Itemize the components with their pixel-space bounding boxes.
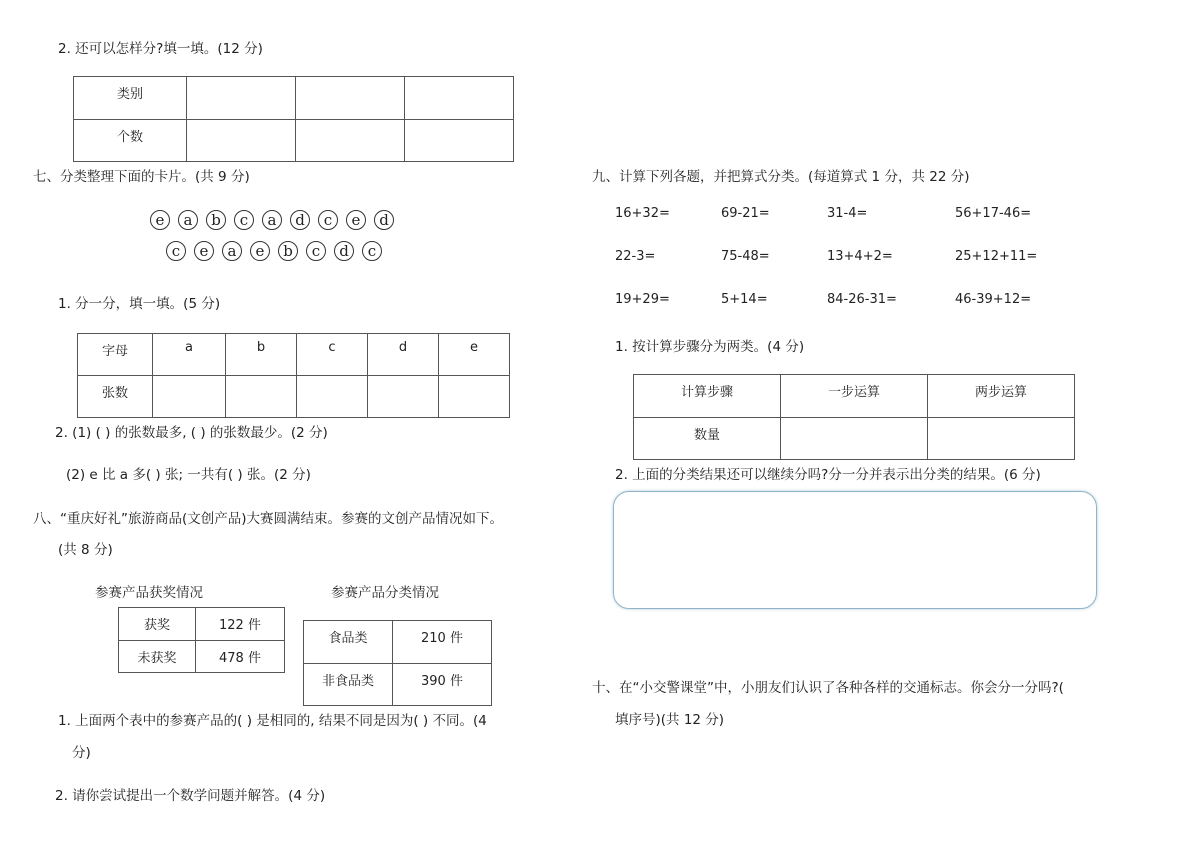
table-cell[interactable] [781,418,928,460]
sec8-title-cont: (共 8 分) [58,542,113,558]
letter-card: c [318,210,338,230]
letter-card: d [334,241,354,261]
sec9-header-one-step: 一步运算 [781,375,928,418]
sec7-title: 七、分类整理下面的卡片。(共 9 分) [33,169,250,185]
letter-card: b [278,241,298,261]
letter-card: b [206,210,226,230]
sec7-q2b: (2) e 比 a 多( ) 张; 一共有( ) 张。(2 分) [66,467,311,483]
letter-card: e [346,210,366,230]
sec6-q2: 2. 还可以怎样分?填一填。(12 分) [58,41,263,57]
calc-expression: 19+29= [615,292,670,307]
table-cell[interactable] [368,376,439,418]
table-cell[interactable] [296,120,405,162]
letter-card: c [234,210,254,230]
table-cell[interactable] [297,376,368,418]
sec6-table [73,76,514,162]
sec9-header-two-step: 两步运算 [928,375,1075,418]
letter-card: c [362,241,382,261]
table-cell[interactable] [296,77,405,120]
calc-expression: 16+32= [615,206,670,221]
sec9-q1: 1. 按计算步骤分为两类。(4 分) [615,339,805,355]
sec7-header-b: b [226,334,297,376]
sec8-table1-caption: 参赛产品获奖情况 [95,585,203,601]
calc-expression: 69-21= [721,206,770,221]
letter-card: a [178,210,198,230]
letter-card: e [194,241,214,261]
calc-expression: 13+4+2= [827,249,893,264]
calc-expression: 22-3= [615,249,656,264]
sec7-q2a: 2. (1) ( ) 的张数最多, ( ) 的张数最少。(2 分) [55,425,328,441]
sec7-row-label-count: 张数 [78,376,153,418]
calc-expression: 56+17-46= [955,206,1032,221]
calc-expression: 25+12+11= [955,249,1038,264]
sec7-q1: 1. 分一分，填一填。(5 分) [58,296,221,312]
letter-card: a [222,241,242,261]
t1-label-awarded: 获奖 [119,608,196,641]
t2-label-non-food: 非食品类 [304,664,393,706]
calc-expression: 84-26-31= [827,292,897,307]
calc-expression: 5+14= [721,292,768,307]
table-cell[interactable] [439,376,510,418]
letter-card: a [262,210,282,230]
calc-expression: 46-39+12= [955,292,1032,307]
sec7-header-e: e [439,334,510,376]
answer-box[interactable] [613,491,1097,609]
calc-expression: 31-4= [827,206,868,221]
letter-card: c [166,241,186,261]
letter-card: d [290,210,310,230]
sec10-title-cont: 填序号)(共 12 分) [615,712,725,728]
sec7-header-letter: 字母 [78,334,153,376]
sec7-table [77,333,510,418]
sec10-title: 十、在“小交警课堂”中，小朋友们认识了各种各样的交通标志。你会分一分吗?( [592,680,1064,696]
calc-expression: 75-48= [721,249,770,264]
sec8-title: 八、“重庆好礼”旅游商品(文创产品)大赛圆满结束。参赛的文创产品情况如下。 [33,511,504,527]
sec9-table [633,374,1075,460]
t1-label-not-awarded: 未获奖 [119,641,196,673]
table-cell[interactable] [928,418,1075,460]
table-cell[interactable] [153,376,226,418]
letter-card: e [150,210,170,230]
sec8-q1a: 1. 上面两个表中的参赛产品的( ) 是相同的, 结果不同是因为( ) 不同。(4 [58,713,487,729]
table-cell[interactable] [405,77,514,120]
sec9-q2: 2. 上面的分类结果还可以继续分吗?分一分并表示出分类的结果。(6 分) [615,467,1041,483]
sec6-table-label-category: 类别 [74,77,187,120]
card-row-1 [150,210,402,230]
sec7-header-c: c [297,334,368,376]
sec9-row-label-quantity: 数量 [634,418,781,460]
t2-value-non-food: 390 件 [393,664,492,706]
sec9-header-steps: 计算步骤 [634,375,781,418]
t2-value-food: 210 件 [393,621,492,664]
table-cell[interactable] [187,77,296,120]
table-cell[interactable] [226,376,297,418]
t2-label-food: 食品类 [304,621,393,664]
table-cell[interactable] [187,120,296,162]
sec9-title: 九、计算下列各题，并把算式分类。(每道算式 1 分，共 22 分) [592,169,970,185]
t1-value-not-awarded: 478 件 [196,641,285,673]
letter-card: c [306,241,326,261]
sec8-table1 [118,607,285,673]
card-row-2 [166,241,390,261]
letter-card: d [374,210,394,230]
sec6-table-label-count: 个数 [74,120,187,162]
sec8-table2 [303,620,492,706]
sec7-header-a: a [153,334,226,376]
sec7-header-d: d [368,334,439,376]
table-cell[interactable] [405,120,514,162]
letter-card: e [250,241,270,261]
t1-value-awarded: 122 件 [196,608,285,641]
sec8-q1b: 分) [72,745,91,761]
sec8-table2-caption: 参赛产品分类情况 [331,585,439,601]
sec8-q2: 2. 请你尝试提出一个数学问题并解答。(4 分) [55,788,326,804]
